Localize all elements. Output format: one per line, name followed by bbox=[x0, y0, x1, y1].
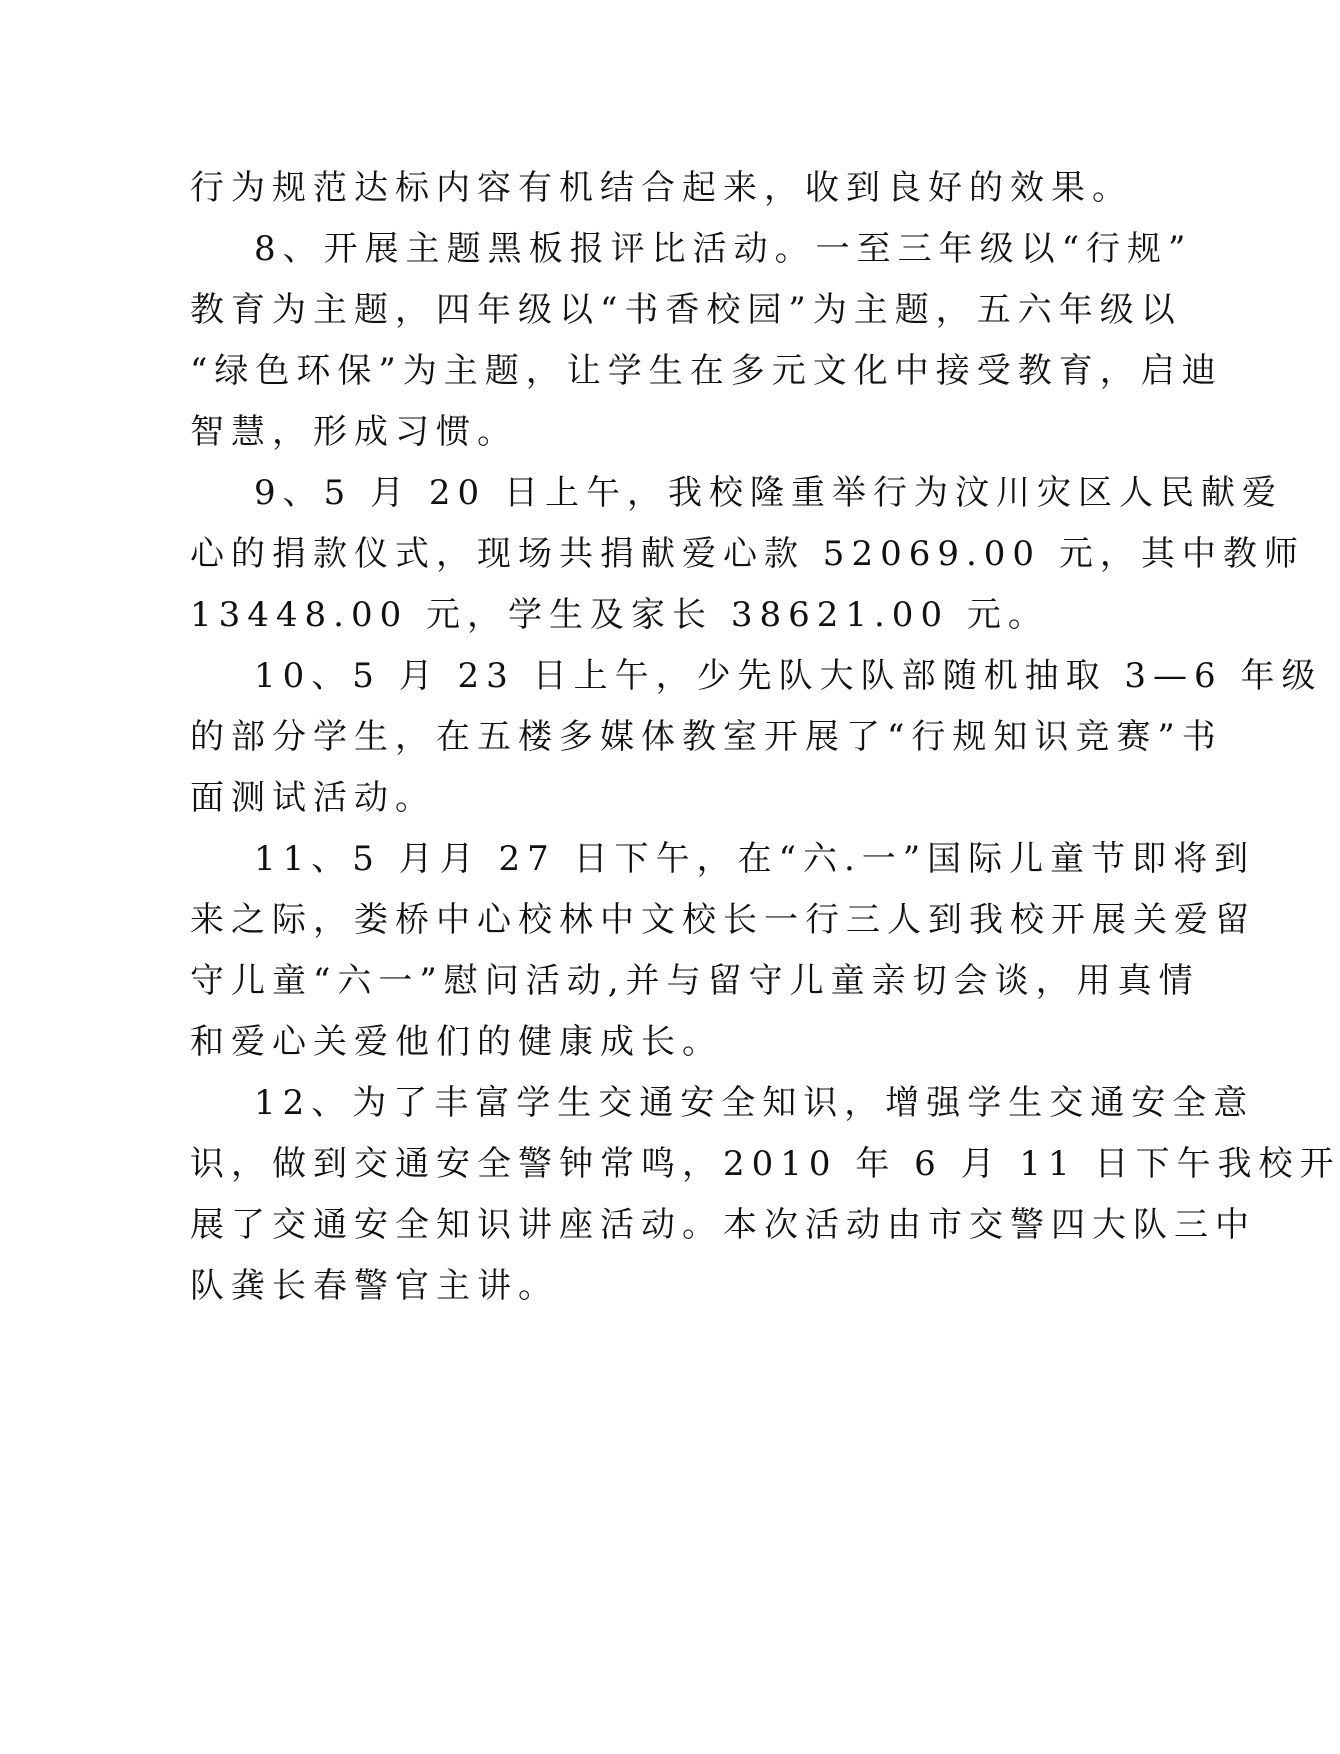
text-line: 13448.00 元，学生及家长 38621.00 元。 bbox=[190, 595, 1049, 635]
text-line: 智慧，形成习惯。 bbox=[190, 412, 518, 452]
text-line: 展了交通安全知识讲座活动。本次活动由市交警四大队三中 bbox=[190, 1205, 1256, 1245]
text-line: 守儿童“六一”慰问活动,并与留守儿童亲切会谈，用真情 bbox=[190, 961, 1200, 1001]
text-line: 8、开展主题黑板报评比活动。一至三年级以“行规” bbox=[254, 229, 1193, 269]
text-line: 识，做到交通安全警钟常鸣，2010 年 6 月 11 日下午我校开 bbox=[190, 1144, 1340, 1184]
body-text bbox=[190, 158, 1340, 1317]
text-line: 队龚长春警官主讲。 bbox=[190, 1266, 559, 1306]
text-line: 来之际，娄桥中心校林中文校长一行三人到我校开展关爱留 bbox=[190, 900, 1256, 940]
text-line: 教育为主题，四年级以“书香校园”为主题，五六年级以 bbox=[190, 290, 1182, 330]
text-line: 9、5 月 20 日上午，我校隆重举行为汶川灾区人民献爱 bbox=[254, 473, 1283, 513]
text-line: 面测试活动。 bbox=[190, 778, 436, 818]
text-line: 11、5 月月 27 日下午，在“六.一”国际儿童节即将到 bbox=[254, 839, 1256, 879]
text-line: “绿色环保”为主题，让学生在多元文化中接受教育，启迪 bbox=[190, 351, 1223, 391]
text-line: 10、5 月 23 日上午，少先队大队部随机抽取 3—6 年级 bbox=[254, 656, 1323, 696]
text-line: 行为规范达标内容有机结合起来，收到良好的效果。 bbox=[190, 168, 1133, 208]
text-line: 和爱心关爱他们的健康成长。 bbox=[190, 1022, 723, 1062]
text-line: 的部分学生，在五楼多媒体教室开展了“行规知识竞赛”书 bbox=[190, 717, 1223, 757]
text-line: 心的捐款仪式，现场共捐献爱心款 52069.00 元，其中教师 bbox=[190, 534, 1305, 574]
text-line: 12、为了丰富学生交通安全知识，增强学生交通安全意 bbox=[254, 1083, 1255, 1123]
